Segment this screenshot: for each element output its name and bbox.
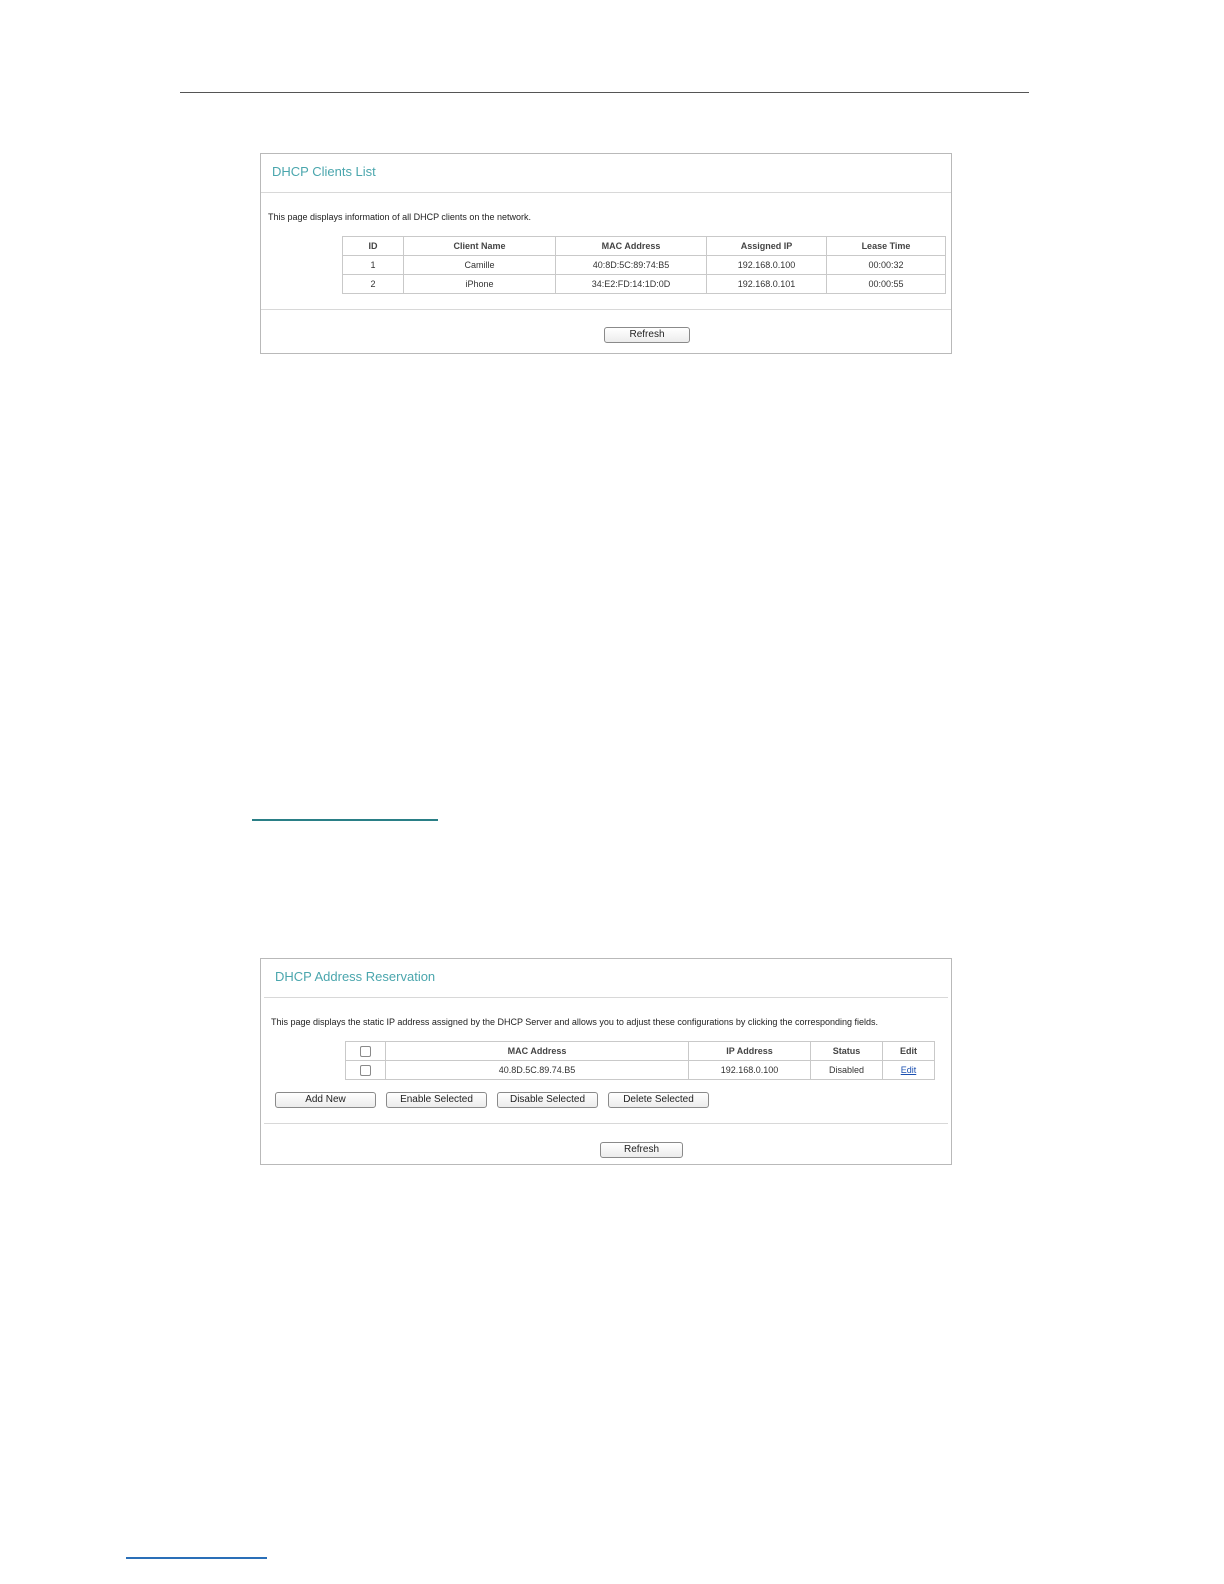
table-row — [343, 275, 946, 294]
cell-lease-time: 00:00:32 — [827, 256, 946, 275]
reservation-table — [345, 1041, 935, 1080]
dhcp-reservation-panel — [260, 958, 952, 1165]
delete-selected-button[interactable]: Delete Selected — [608, 1092, 709, 1108]
cell-assigned-ip: 192.168.0.100 — [707, 256, 827, 275]
select-all-cell — [346, 1042, 386, 1061]
cell-mac-address: 34:E2:FD:14:1D:0D — [556, 275, 707, 294]
select-all-checkbox[interactable] — [360, 1046, 371, 1057]
header-rule — [180, 92, 1029, 93]
divider — [261, 192, 951, 193]
table-row — [346, 1061, 935, 1080]
cell-status: Disabled — [811, 1061, 883, 1080]
refresh-button[interactable]: Refresh — [600, 1142, 683, 1158]
column-header-mac-address: MAC Address — [386, 1042, 689, 1061]
cell-lease-time: 00:00:55 — [827, 275, 946, 294]
refresh-button[interactable]: Refresh — [604, 327, 690, 343]
row-select-cell — [346, 1061, 386, 1080]
clients-table — [342, 236, 946, 294]
table-row — [343, 256, 946, 275]
cell-client-name: Camille — [404, 256, 556, 275]
column-header-client-name: Client Name — [404, 237, 556, 256]
column-header-assigned-ip: Assigned IP — [707, 237, 827, 256]
cell-id: 1 — [343, 256, 404, 275]
panel-title: DHCP Clients List — [272, 164, 376, 179]
divider — [264, 997, 948, 998]
cell-edit — [883, 1061, 935, 1080]
column-header-ip-address: IP Address — [689, 1042, 811, 1061]
dhcp-clients-panel — [260, 153, 952, 354]
panel-title: DHCP Address Reservation — [275, 969, 436, 984]
column-header-id: ID — [343, 237, 404, 256]
column-header-status: Status — [811, 1042, 883, 1061]
column-header-lease-time: Lease Time — [827, 237, 946, 256]
column-header-edit: Edit — [883, 1042, 935, 1061]
table-header-row — [343, 237, 946, 256]
cell-id: 2 — [343, 275, 404, 294]
cell-mac-address: 40:8D:5C:89:74:B5 — [556, 256, 707, 275]
add-new-button[interactable]: Add New — [275, 1092, 376, 1108]
cell-client-name: iPhone — [404, 275, 556, 294]
row-checkbox[interactable] — [360, 1065, 371, 1076]
cell-mac-address: 40.8D.5C.89.74.B5 — [386, 1061, 689, 1080]
section-heading-underline — [252, 819, 438, 821]
divider — [261, 309, 951, 310]
footer-link-underline — [126, 1557, 267, 1559]
cell-ip-address: 192.168.0.100 — [689, 1061, 811, 1080]
enable-selected-button[interactable]: Enable Selected — [386, 1092, 487, 1108]
cell-assigned-ip: 192.168.0.101 — [707, 275, 827, 294]
edit-link[interactable]: Edit — [900, 1065, 917, 1075]
panel-description: This page displays information of all DHCP clients on the network. — [268, 212, 531, 222]
divider — [264, 1123, 948, 1124]
column-header-mac-address: MAC Address — [556, 237, 707, 256]
disable-selected-button[interactable]: Disable Selected — [497, 1092, 598, 1108]
panel-description: This page displays the static IP address assigned by the DHCP Server and allows you to adjust these configurations by clicking the corresponding fields. — [271, 1017, 878, 1027]
table-header-row — [346, 1042, 935, 1061]
